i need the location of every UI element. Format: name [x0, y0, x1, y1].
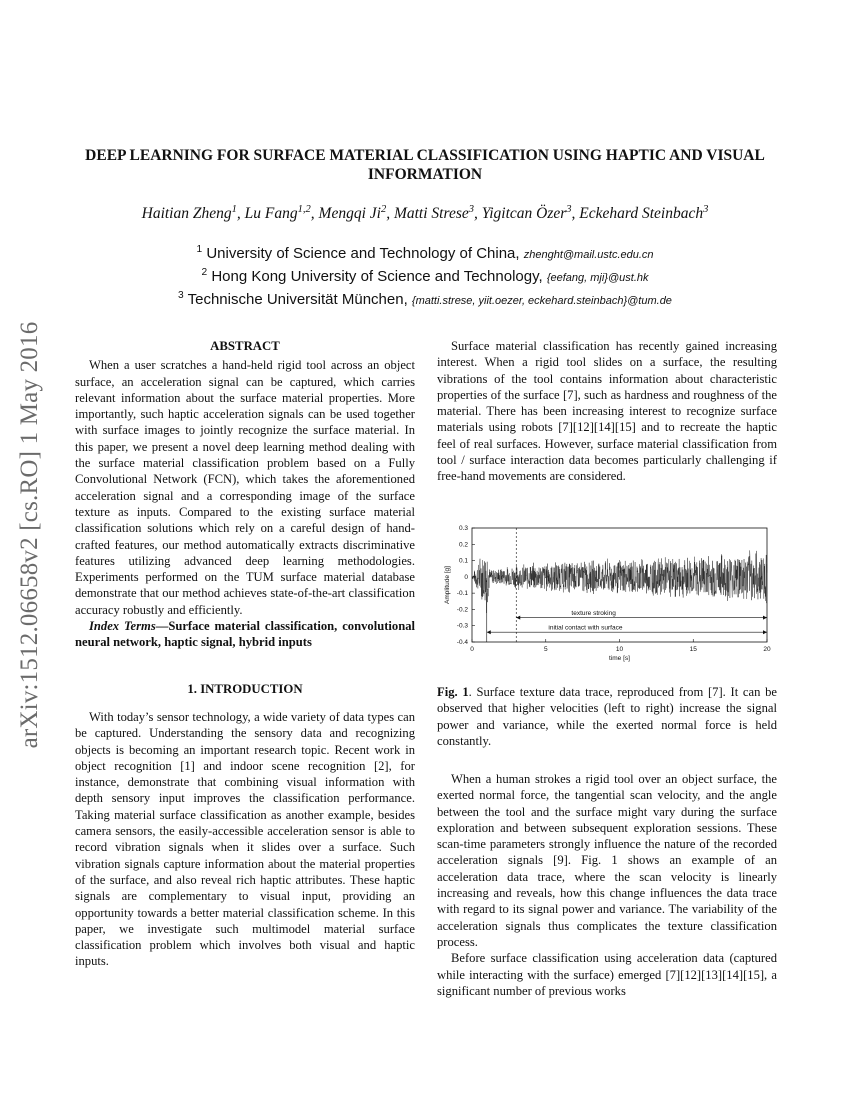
affiliation: $^2$ Hong Kong University of Science and Technology, {eefang, mji}@ust.hk [201, 267, 649, 285]
affiliations [70, 243, 780, 312]
abstract-heading: ABSTRACT [210, 339, 280, 353]
affiliation: $^3$ Technische Universität München, {matti.strese, yiit.oezer, eckehard.steinbach}@tum.de [178, 290, 672, 308]
y-tick-label: -0.2 [456, 606, 468, 614]
right-column-top [437, 338, 777, 485]
abstract-text: When a user scratches a hand-held rigid tool across an object surface, an acceleration signal can be captured, which carries relevant information about the surface material properties. More importantly, such haptic acceleration signals can be used together with surface images to jointly recognize the surface material. In this paper, we present a novel deep learning method dealing with the surface material classification problem based on a Fully Convolutional Network (FCN), which takes the aforementioned acceleration signal and a corresponding image of the surface texture as inputs. Compared to the existing surface material classification solutions which rely on a careful design of hand-crafted features, our method automatically extracts discriminative features utilizing advanced deep learning methodologies. Experiments performed on the TUM surface material database demonstrate that our method achieves state-of-the-art classification accuracy robustly and efficiently. [75, 358, 415, 617]
body-paragraph: Surface material classification has recently gained increasing interest. When a rigid tool slides on a surface, the resulting vibrations of the tool contains information about characteristic properties of the surface [7], such as hardness and roughness of the material. There has been increasing interest to recognize surface materials using robots [7][12][14][15] and to recreate the haptic feel of real surfaces. However, surface material classification from tool / surface interaction data becomes particularly challenging if free-hand movements are considered. [437, 339, 777, 484]
author: Eckehard Steinbach$^3$ [579, 203, 709, 222]
y-tick-label: 0 [464, 573, 468, 581]
affiliation: $^1$ University of Science and Technology of China, zhenght@mail.ustc.edu.cn [196, 244, 654, 262]
email-link[interactable]: {matti.strese, yiit.oezer, eckehard.steinbach}@tum.de [411, 295, 672, 307]
x-tick-label: 20 [763, 646, 771, 653]
figure-caption: Fig. 1. Surface texture data trace, reproduced from [7]. It can be observed that higher velocities (left to right) increase the signal power and variance, while the exerted normal force is held constantly. [437, 685, 777, 748]
right-column-bottom [437, 771, 777, 999]
author: Yigitcan Özer$^3$ [481, 203, 572, 222]
annotation-label: initial contact with surface [548, 624, 623, 632]
arrow-head [763, 616, 767, 620]
annotation-label: texture stroking [571, 610, 616, 618]
figure-label: Fig. 1 [437, 685, 469, 699]
acceleration-chart [437, 522, 777, 672]
body-paragraph: Before surface classification using acceleration data (captured while interacting with the surface) emerged [7][12][13][14][15], a significant number of previous works [437, 951, 777, 998]
email-link[interactable]: zhenght@mail.ustc.edu.cn [523, 249, 654, 261]
left-column [75, 338, 415, 970]
author: Lu Fang$^{1,2}$ [244, 203, 311, 222]
author: Haitian Zheng$^1$ [141, 203, 237, 222]
x-tick-label: 15 [689, 646, 697, 653]
email-link[interactable]: {eefang, mji}@ust.hk [546, 272, 649, 284]
y-axis-label: Amplitude [g] [444, 566, 451, 604]
x-tick-label: 5 [543, 646, 548, 653]
arxiv-id: arXiv:1512.06658v2 [cs.RO] 1 May 2016 [16, 321, 43, 749]
arxiv-stamp [10, 290, 50, 780]
y-tick-label: 0.1 [458, 557, 468, 565]
index-terms: Index Terms—Surface material classification, convolutional neural network, haptic signal, hybrid inputs [75, 619, 415, 650]
y-tick-label: 0.3 [458, 525, 468, 532]
arrow-head [763, 630, 767, 634]
body-paragraph: When a human strokes a rigid tool over an object surface, the exerted normal force, the tangential scan velocity, and the angle between the tool and the surface might vary during the surface exploration and between subsequent exploration sessions. These scan-time parameters strongly influence the nature of the recorded acceleration signals [9]. Fig. 1 shows an example of an acceleration data trace, where the scan velocity is linearly increasing and reveals, how this change influences the data trace with regard to its signal power and variance. The variability of the acceleration signals thus complicates the texture classification process. [437, 772, 777, 949]
paper-title: DEEP LEARNING FOR SURFACE MATERIAL CLASSIFICATION USING HAPTIC AND VISUAL INFORMATION [85, 147, 765, 183]
arrow-head [516, 616, 520, 620]
x-tick-label: 0 [470, 646, 474, 653]
y-tick-label: 0.2 [458, 541, 468, 549]
arrow-head [487, 630, 491, 634]
author: Matti Strese$^3$ [393, 203, 474, 222]
y-tick-label: -0.4 [456, 639, 468, 646]
intro-heading: 1. INTRODUCTION [187, 681, 303, 696]
x-tick-label: 10 [615, 646, 624, 653]
author-list: Haitian Zheng$^1$, Lu Fang$^{1,2}$, Mengqi Ji$^2$, Matti Strese$^3$, Yigitcan Özer$^3$, Eckehard Steinbach$^3$ [141, 203, 709, 222]
x-axis-label: time [s] [609, 655, 630, 662]
intro-paragraph: With today’s sensor technology, a wide variety of data types can be captured. Understanding the sensory data and recognizing objects is becoming an important research topic. Recent work in object recognition [1] and indoor scene recognition [2], for instance, demonstrate that combining visual information with depth sensory input improves the classification performance. Taking material surface classification as another example, besides camera sensors, the easily-accessible acceleration sensor is able to record vibration signals when it slides over a surface. Such vibration signals capture information about the material properties of the surface, and also reveal rich haptic attributes. These haptic signals are complementary to visual input, providing an opportunity towards a better material classification scheme. In this paper, we investigate such multimodel material surface classification problem which involves both visual and haptic inputs. [75, 709, 415, 969]
author: Mengqi Ji$^2$ [318, 203, 387, 222]
y-tick-label: -0.1 [456, 590, 468, 598]
y-tick-label: -0.3 [456, 622, 468, 630]
